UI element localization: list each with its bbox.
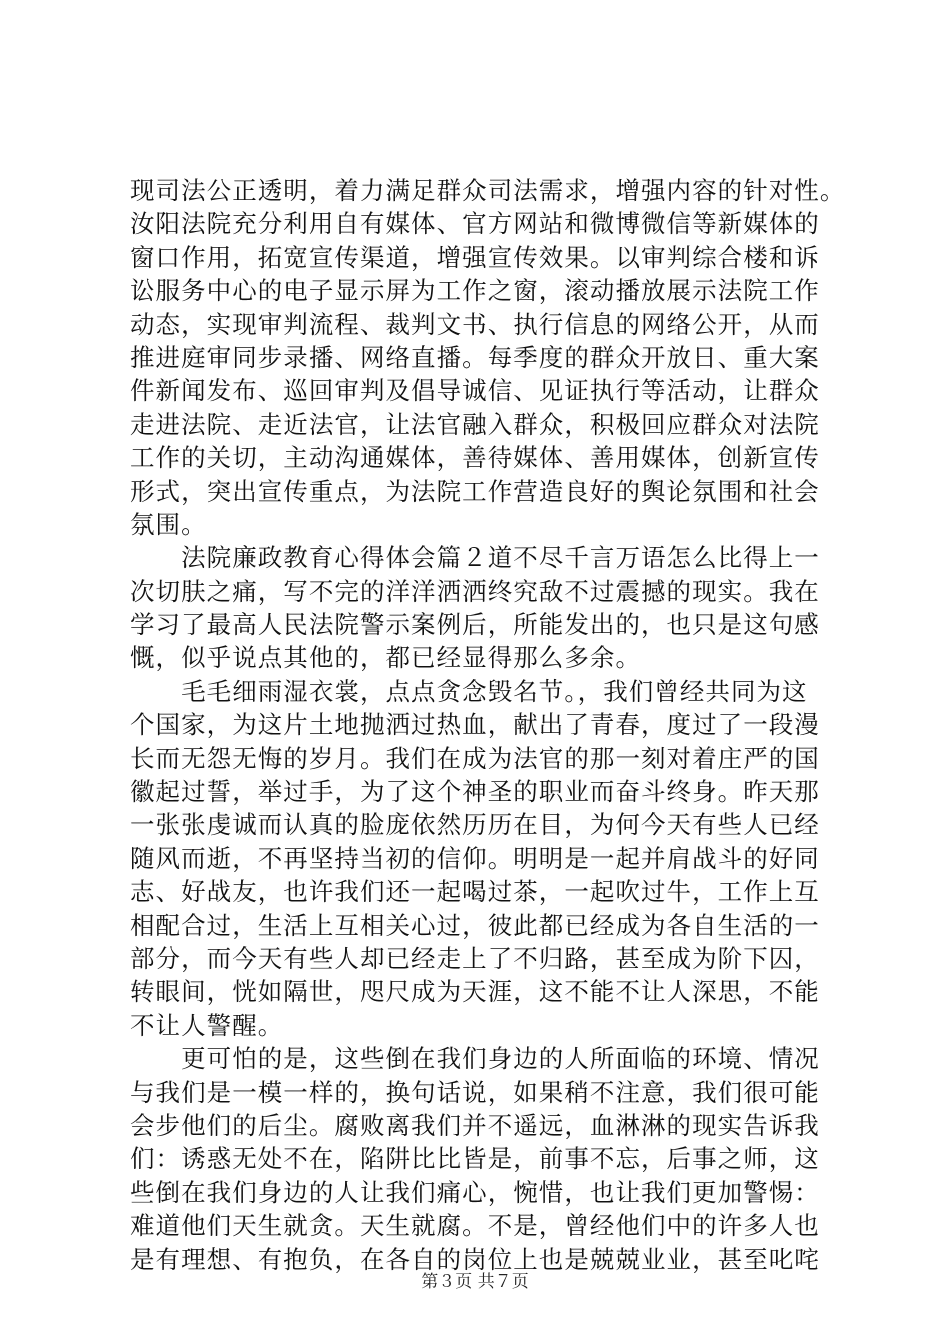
- text-line: 毛毛细雨湿衣裳，点点贪念毁名节。，我们曾经共同为这: [130, 676, 808, 706]
- text-line: 形式，突出宣传重点，为法院工作营造良好的舆论氛围和社会: [130, 476, 820, 506]
- text-line: 徽起过誓，举过手，为了这个神圣的职业而奋斗终身。昨天那: [130, 777, 820, 807]
- text-line: 是有理想、有抱负，在各自的岗位上也是兢兢业业，甚至叱咤: [130, 1244, 820, 1274]
- text-line: 与我们是一模一样的，换句话说，如果稍不注意，我们很可能: [130, 1077, 820, 1107]
- text-line: 转眼间，恍如隔世，咫尺成为天涯，这不能不让人深思，不能: [130, 977, 820, 1007]
- document-body: [130, 174, 846, 1276]
- text-line: 走进法院、走近法官，让法官融入群众，积极回应群众对法院: [130, 409, 820, 439]
- text-line: 部分，而今天有些人却已经走上了不归路，甚至成为阶下囚，: [130, 943, 820, 973]
- page-number-footer: 第３页 共７页: [421, 1272, 529, 1292]
- text-line: 工作的关切，主动沟通媒体，善待媒体、善用媒体，创新宣传: [130, 443, 820, 473]
- text-line: 法院廉政教育心得体会篇２道不尽千言万语怎么比得上一: [130, 543, 820, 573]
- text-line: 更可怕的是，这些倒在我们身边的人所面临的环境、情况: [130, 1044, 820, 1074]
- text-line: 窗口作用，拓宽宣传渠道，增强宣传效果。以审判综合楼和诉: [130, 242, 820, 272]
- text-line: 汝阳法院充分利用自有媒体、官方网站和微博微信等新媒体的: [130, 209, 820, 239]
- text-line: 一张张虔诚而认真的脸庞依然历历在目，为何今天有些人已经: [130, 810, 820, 840]
- text-line: 们：诱惑无处不在，陷阱比比皆是，前事不忘，后事之师，这: [130, 1144, 820, 1174]
- text-line: 氛围。: [130, 509, 207, 539]
- text-line: 次切肤之痛，写不完的洋洋洒洒终究敌不过震撼的现实。我在: [130, 576, 820, 606]
- text-line: 会步他们的后尘。腐败离我们并不遥远，血淋淋的现实告诉我: [130, 1110, 820, 1140]
- text-line: 随风而逝，不再坚持当初的信仰。明明是一起并肩战斗的好同: [130, 843, 820, 873]
- text-line: 长而无怨无悔的岁月。我们在成为法官的那一刻对着庄严的国: [130, 743, 820, 773]
- text-line: 相配合过，生活上互相关心过，彼此都已经成为各自生活的一: [130, 910, 820, 940]
- text-line: 动态，实现审判流程、裁判文书、执行信息的网络公开，从而: [130, 309, 820, 339]
- text-line: 件新闻发布、巡回审判及倡导诚信、见证执行等活动，让群众: [130, 376, 820, 406]
- text-line: 难道他们天生就贪。天生就腐。不是，曾经他们中的许多人也: [130, 1211, 820, 1241]
- text-line: 些倒在我们身边的人让我们痛心，惋惜，也让我们更加警惕：: [130, 1177, 820, 1207]
- text-line: 讼服务中心的电子显示屏为工作之窗，滚动播放展示法院工作: [130, 276, 820, 306]
- text-line: 学习了最高人民法院警示案例后，所能发出的，也只是这句感: [130, 610, 820, 640]
- text-line: 慨，似乎说点其他的，都已经显得那么多余。: [130, 643, 641, 673]
- text-line: 志、好战友，也许我们还一起喝过茶，一起吹过牛，工作上互: [130, 877, 820, 907]
- text-line: 推进庭审同步录播、网络直播。每季度的群众开放日、重大案: [130, 342, 820, 372]
- text-line: 个国家，为这片土地抛洒过热血，献出了青春，度过了一段漫: [130, 710, 820, 740]
- text-line: 不让人警醒。: [130, 1010, 284, 1040]
- text-line: 现司法公正透明，着力满足群众司法需求，增强内容的针对性。: [130, 176, 846, 205]
